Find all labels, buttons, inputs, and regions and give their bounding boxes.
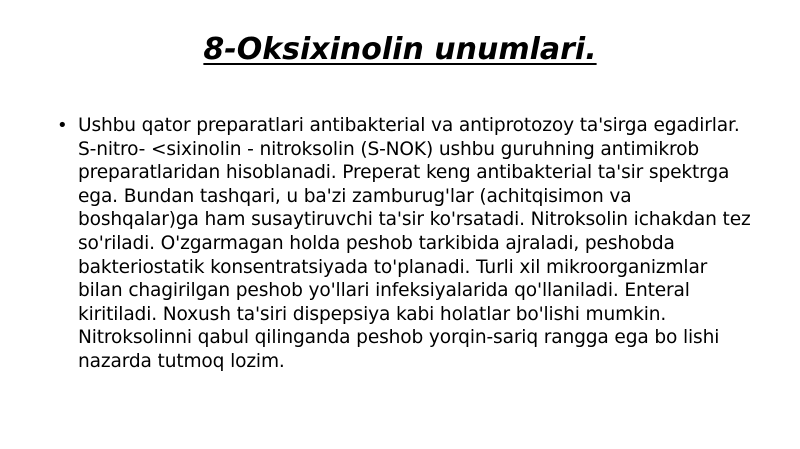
bullet-list: [55, 114, 755, 374]
bullet-text: Ushbu qator preparatlari antibakterial va antiprotozoy ta'sirga egadirlar. S-nitro- <sixinolin - nitroksolin (S-NOK) ushbu guruhning antimikrob preparatlaridan hisoblanadi. Preperat keng antibakterial ta'sir spektrga ega. Bundan tashqari, u ba'zi zamburug'lar (achitqisimon va boshqalar)ga ham susaytiruvchi ta'sir ko'rsatadi. Nitroksolin ichakdan tez so'riladi. O'zgarmagan holda peshob tarkibida ajraladi, peshobda bakteriostatik konsentratsiyada to'planadi. Turli xil mikroorganizmlar bilan chagirilgan peshob yo'llari infeksiyalarida qo'llaniladi. Enteral kiritiladi. Noxush ta'siri dispepsiya kabi holatlar bo'lishi mumkin. Nitroksolinni qabul qilinganda peshob yorqin-sariq rangga ega bo lishi nazarda tutmoq lozim.: [78, 115, 751, 372]
slide-title: 8-Oksixinolin unumlari.: [203, 32, 597, 67]
bullet-item: [55, 114, 755, 374]
bullet-icon: •: [57, 115, 68, 136]
